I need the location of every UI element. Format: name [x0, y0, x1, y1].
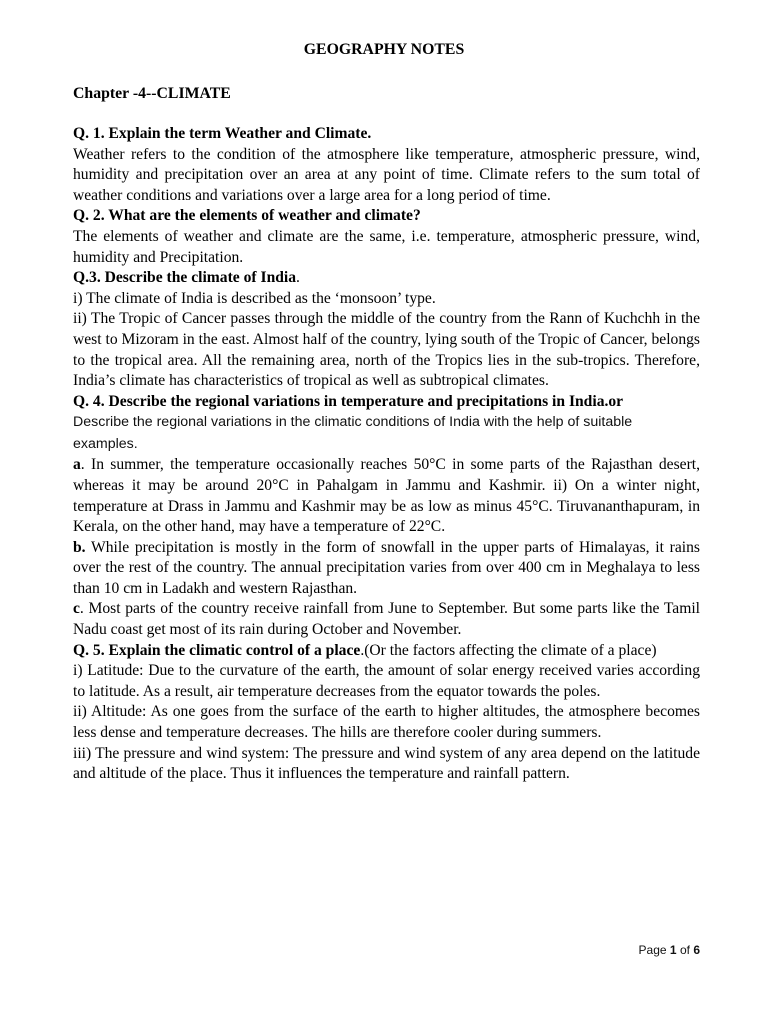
answer-5-point-2: ii) Altitude: As one goes from the surface of the earth to higher altitudes, the atmosphere becomes less dense and temperature decreases. The hills are therefore cooler during summers. — [73, 703, 700, 742]
question-1: Q. 1. Explain the term Weather and Climate. — [73, 125, 372, 142]
current-page: 1 — [669, 943, 677, 957]
question-2: Q. 2. What are the elements of weather and climate? — [73, 207, 421, 225]
answer-1: Weather refers to the condition of the atmosphere like temperature, atmospheric pressure, wind, humidity and precipitation over an area at any point of time. Climate refers to the sum total of weather conditions and variations over a large area for a long period of time. — [73, 145, 700, 204]
page-number — [639, 943, 700, 957]
of-word: of — [679, 943, 690, 957]
answer-4-c — [73, 599, 700, 640]
question-5-tail: .(Or the factors affecting the climate of a place) — [360, 641, 657, 659]
question-3: Q.3. Describe the climate of India — [73, 269, 297, 287]
question-3-line — [73, 268, 700, 289]
answer-4-a — [73, 455, 700, 537]
answer-4-b-text: While precipitation is mostly in the form of snowfall in the upper parts of Himalayas, it rains over the rest of the country. The annual precipitation varies from over 400 cm in Meghalaya to less than 10 cm in Ladakh and western Rajasthan. — [73, 538, 700, 597]
answer-4-b — [73, 538, 700, 600]
answer-4-a-label: a — [73, 456, 81, 474]
question-5-line — [73, 641, 700, 662]
answer-4-c-label: c — [73, 600, 80, 618]
answer-3-point-1: i) The climate of India is described as the ‘monsoon’ type. — [73, 289, 436, 307]
answer-4-c-text: . Most parts of the country receive rainfall from June to September. But some parts like the Tamil Nadu coast get most of its rain during October and November. — [73, 600, 700, 639]
answer-4-b-label: b. — [73, 538, 86, 556]
chapter-heading: Chapter -4--CLIMATE — [73, 85, 231, 102]
question-3-end: . — [296, 269, 300, 287]
question-4: Q. 4. Describe the regional variations in temperature and precipitations in India.or — [73, 392, 624, 410]
answer-2: The elements of weather and climate are the same, i.e. temperature, atmospheric pressure, wind, humidity and Precipitation. — [73, 227, 700, 266]
answer-5-point-3: iii) The pressure and wind system: The pressure and wind system of any area depend on the latitude and altitude of the place. Thus it influences the temperature and rainfall pattern. — [73, 744, 700, 783]
page-word: Page — [638, 943, 667, 957]
answer-4-a-text: . In summer, the temperature occasionally reaches 50°C in some parts of the Rajasthan desert, whereas it may be around 20°C in Pahalgam in Jammu and Kashmir. ii) On a winter night, temperature at Drass in Jammu and Kashmir may be as low as minus 45°C. Tiruvananthapuram, in Kerala, on the other hand, may have a temperature of 22°C. — [73, 456, 700, 536]
answer-5-point-1: i) Latitude: Due to the curvature of the earth, the amount of solar energy received varies according to latitude. As a result, air temperature decreases from the equator towards the poles. — [73, 662, 700, 700]
page-title: GEOGRAPHY NOTES — [303, 41, 465, 58]
question-4-alternate: Describe the regional variations in the climatic conditions of India with the help of suitable examples. — [73, 414, 633, 452]
answer-3-point-2: ii) The Tropic of Cancer passes through the middle of the country from the Rann of Kuchchh in the west to Mizoram in the east. Almost half of the country, lying south of the Tropic of Cancer, belongs to the tropical area. All the remaining area, north of the Tropics lies in the sub-tropics. Therefore, India’s climate has characteristics of tropical as well as subtropical climates. — [73, 310, 700, 390]
total-pages: 6 — [693, 943, 700, 957]
question-5: Q. 5. Explain the climatic control of a place — [73, 641, 361, 659]
notes-body — [73, 124, 700, 785]
